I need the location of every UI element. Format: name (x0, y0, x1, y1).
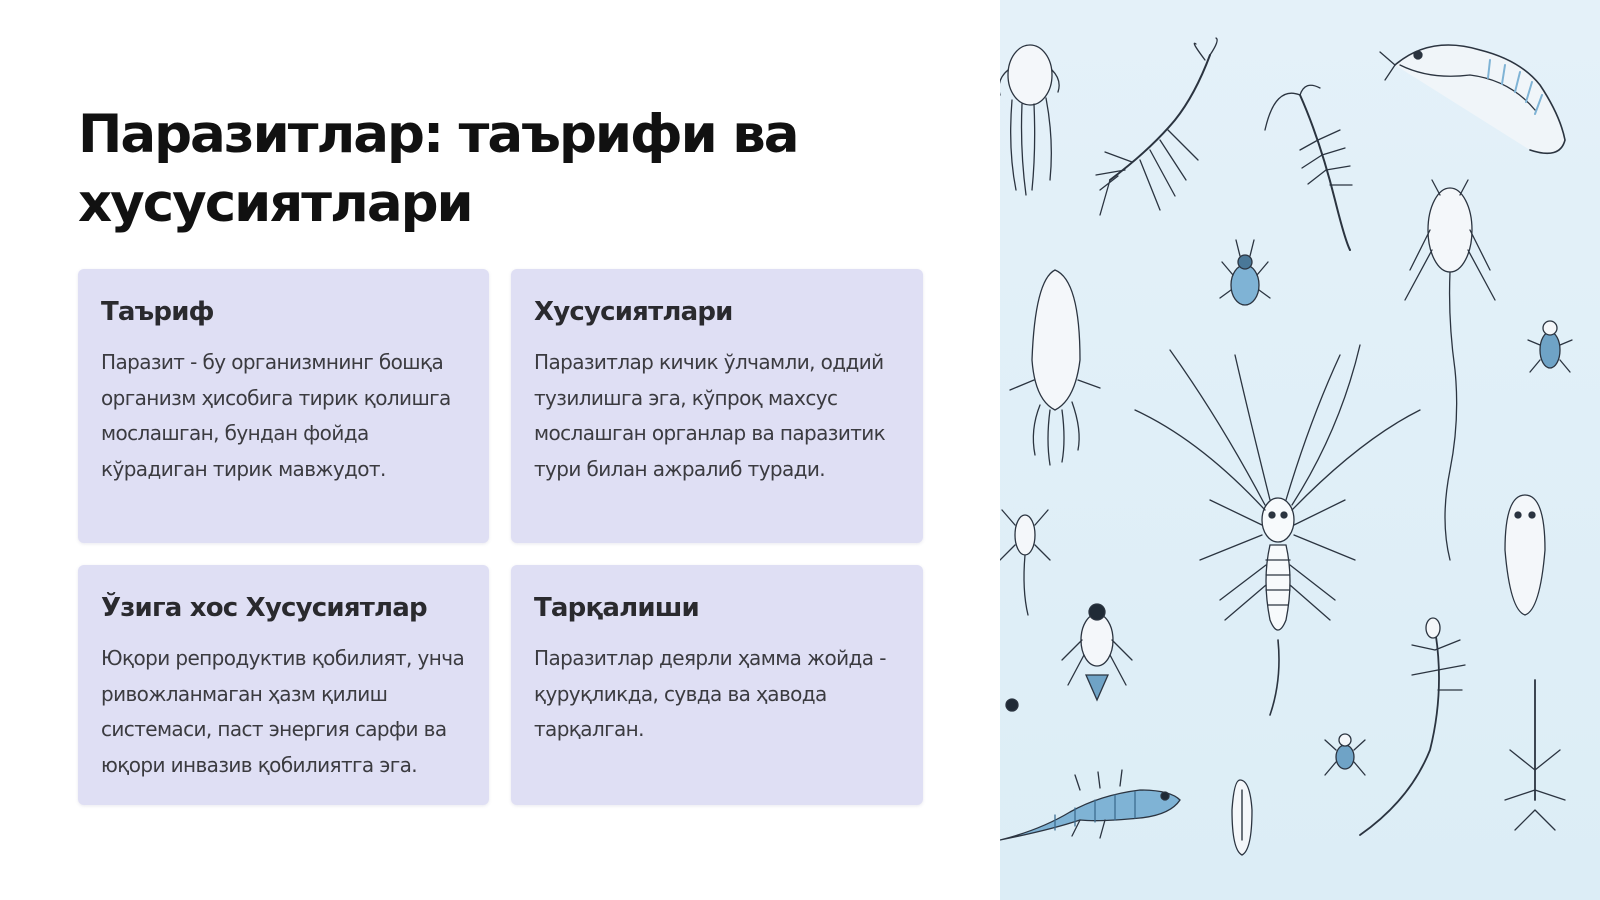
organism-long-tail-right (1405, 180, 1495, 560)
card-heading: Хусусиятлари (534, 297, 733, 327)
card-body: Паразит - бу организмнинг бошқа организм ҳисобига тирик қолишга мослашган, бундан фойда кўрадиган тирик мавжудот. (101, 350, 451, 481)
card-heading: Тарқалиши (534, 593, 699, 623)
card-distribution (511, 565, 923, 805)
organism-shrimp (1096, 38, 1217, 215)
organism-spike-bottom-right (1505, 680, 1565, 830)
organism-small-spider-left (1000, 510, 1050, 615)
card-heading: Ўзига хос Хусусиятлар (101, 593, 427, 623)
organism-lizard-bottom (1000, 770, 1180, 840)
organism-tiny-spider (1325, 734, 1365, 775)
card-definition (78, 269, 489, 543)
organism-ovoid-left (1010, 270, 1100, 465)
organism-slender-bottom-right (1360, 618, 1465, 835)
parasites-illustration (1000, 0, 1600, 900)
organism-ovoid-top-left (1000, 45, 1059, 195)
organism-beetle (1220, 240, 1270, 305)
organism-tiny-dot (1006, 699, 1018, 711)
card-characteristics (511, 269, 923, 543)
card-body: Паразитлар кичик ўлчамли, оддий тузилишга эга, кўпроқ махсус мослашган органлар ва паразитик тури билан ажралиб туради. (534, 350, 886, 481)
card-body: Юқори репродуктив қобилият, унча ривожланмаган ҳазм қилиш системаси, паст энергия сарфи ва юқори инвазив қобилиятга эга. (101, 646, 465, 777)
page-title: Паразитлар: таърифи ва хусусиятлари (78, 104, 798, 234)
organism-eel-top-right (1380, 45, 1565, 153)
organism-slender-top (1265, 85, 1352, 250)
organism-ovoid-right (1505, 495, 1545, 615)
card-body: Паразитлар деярли ҳамма жойда - қуруқликда, сувда ва ҳаводa тарқалган. (534, 646, 886, 741)
card-heading: Таъриф (101, 297, 214, 327)
card-specific-features (78, 565, 489, 805)
organism-bug-blue-tail (1062, 604, 1132, 700)
organism-isopod-right (1528, 321, 1572, 372)
organism-capsule-bottom (1232, 780, 1252, 855)
organism-central-centipede (1135, 345, 1420, 715)
